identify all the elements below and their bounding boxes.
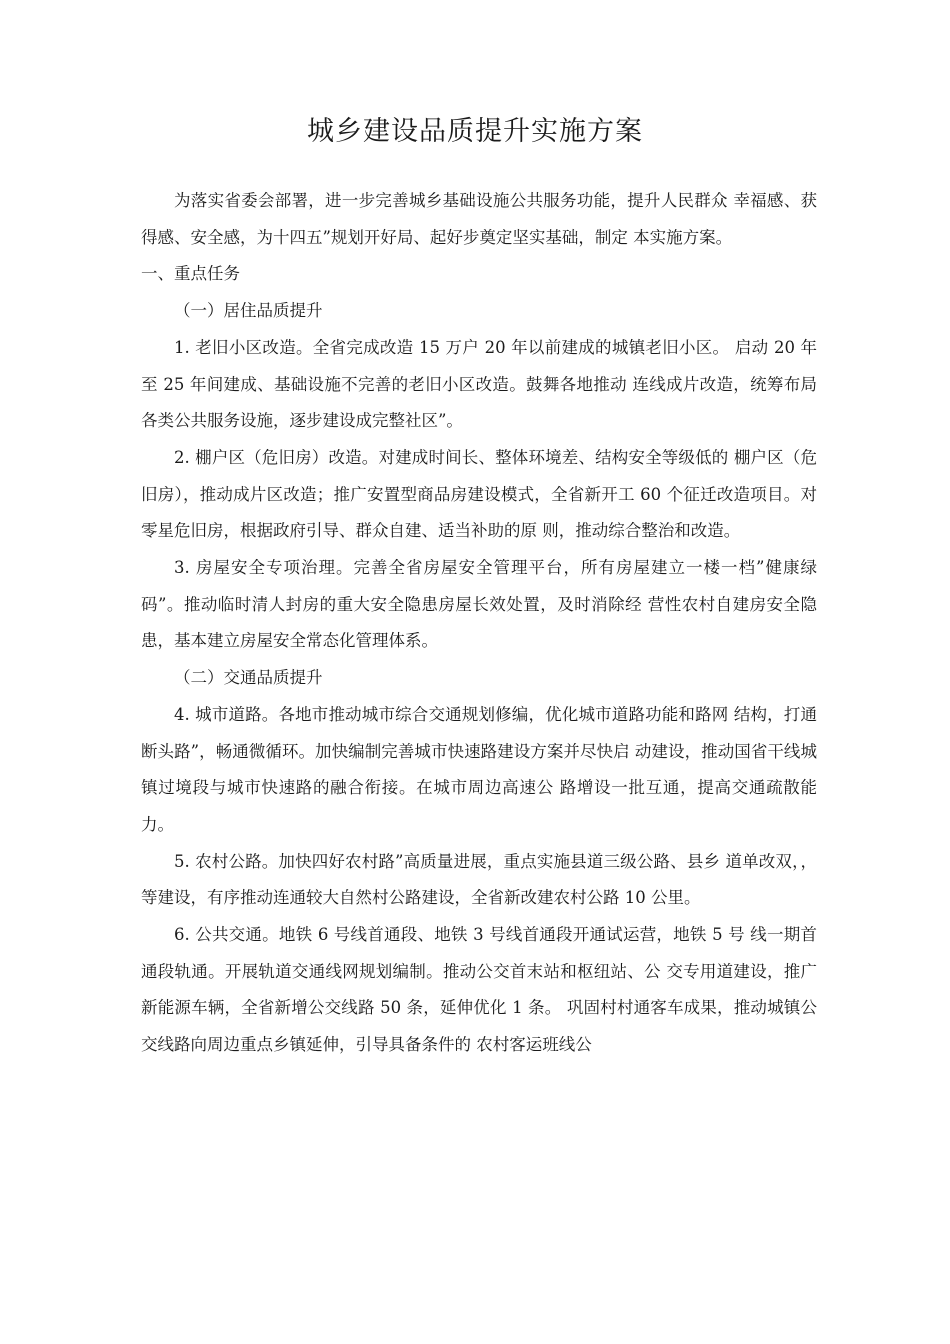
item-rural-roads: 5. 农村公路。加快四好农村路”高质量进展，重点实施县道三级公路、县乡 道单改双，，等建设，有序推动连通较大自然村公路建设，全省新改建农村公路 10 公里。 [141,851,817,908]
item-old-communities: 1. 老旧小区改造。全省完成改造 15 万户 20 年以前建成的城镇老旧小区。 启动 20 年至 25 年间建成、基础设施不完善的老旧小区改造。鼓舞各地推动 连线成片改造，统筹布局各类公共服务设施，逐步建设成完整社区”。 [141,337,817,431]
document-body [141,183,817,1064]
subsection-heading-transport: （二）交通品质提升 [174,668,323,688]
intro-paragraph: 为落实省委会部署，进一步完善城乡基础设施公共服务功能，提升人民群众 幸福感、获得感、安全感，为十四五”规划开好局、起好步奠定坚实基础，制定 本实施方案。 [141,191,817,247]
item-urban-roads: 4. 城市道路。各地市推动城市综合交通规划修编，优化城市道路功能和路网 结构，打通断头路”，畅通微循环。加快编制完善城市快速路建设方案并尽快启 动建设，推动国省干线城镇过境段与城市快速路的融合衔接。在城市周边高速公 路增设一批互通，提高交通疏散能力。 [141,704,817,834]
item-shantytown: 2. 棚户区（危旧房）改造。对建成时间长、整体环境差、结构安全等级低的 棚户区（危旧房），推动成片区改造；推广安置型商品房建设模式，全省新开工 60 个征迁改造项目。对零星危旧房，根据政府引导、群众自建、适当补助的原 则，推动综合整治和改造。 [141,447,817,541]
document-title: 城乡建设品质提升实施方案 [307,116,643,147]
item-housing-safety: 3. 房屋安全专项治理。完善全省房屋安全管理平台，所有房屋建立一楼一档”健康绿码”。推动临时清人封房的重大安全隐患房屋长效处置，及时消除经 营性农村自建房安全隐患，基本建立房屋安全常态化管理体系。 [141,558,817,651]
section-heading-key-tasks: 一、重点任务 [141,264,240,284]
item-public-transit: 6. 公共交通。地铁 6 号线首通段、地铁 3 号线首通段开通试运营，地铁 5 号 线一期首通段轨通。开展轨道交通线网规划编制。推动公交首末站和枢纽站、公 交专用道建设，推广新能源车辆，全省新增公交线路 50 条，延伸优化 1 条。 巩固村村通客车成果，推动城镇公交线路向周边重点乡镇延伸，引导具备条件的 农村客运班线公 [141,925,817,1055]
subsection-heading-housing: （一）居住品质提升 [174,301,323,321]
